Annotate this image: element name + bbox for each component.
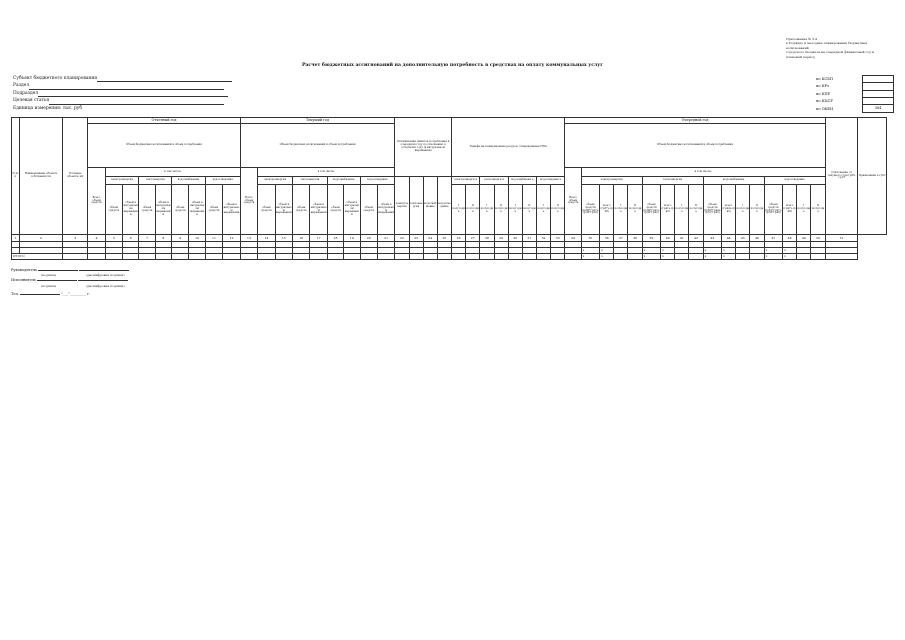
col-number-38: 38 <box>628 235 642 242</box>
report-money-water: объем средств <box>172 185 189 235</box>
current-heat-header: теплоэнергия <box>293 177 328 185</box>
table-cell[interactable] <box>466 254 480 260</box>
col-number-4: 4 <box>88 235 105 242</box>
current-volume-header: Объем бюджетных ассигнований и объем потребления <box>240 124 395 168</box>
report-heat-header: теплоэнергия <box>139 177 172 185</box>
x-mark: х <box>581 248 600 254</box>
next-half2-heat: II полугодие <box>689 185 703 235</box>
table-cell[interactable] <box>139 254 155 260</box>
col-name-header: Наименование объекта собственности <box>19 118 63 235</box>
report-natural-elec: объем в натуральном выражении <box>123 185 139 235</box>
next-water-header: водоснабжение <box>703 177 764 185</box>
tariff-half2: II полугодие <box>522 185 536 235</box>
col-number-12: 12 <box>223 235 241 242</box>
tariff-half2: II полугодие <box>466 185 480 235</box>
x-mark: х <box>764 254 783 260</box>
opt-elec-header: электроэнергия <box>395 177 409 235</box>
executor-label: Исполнитель <box>11 278 37 283</box>
table-cell[interactable] <box>536 254 550 260</box>
current-money-sewer: объем средств <box>360 185 377 235</box>
current-natural-sewer: объем в натуральном выражении <box>377 185 394 235</box>
x-mark: х <box>722 254 736 260</box>
subsection-field[interactable] <box>38 96 228 97</box>
next-total-header: Всего объем средств <box>565 168 581 235</box>
col-number-51: 51 <box>825 235 858 242</box>
col-number-33: 33 <box>551 235 565 242</box>
table-cell[interactable] <box>395 254 409 260</box>
report-natural-water: объем в натуральном выражении <box>189 185 205 235</box>
next-sewer-header: водоотведение <box>764 177 825 185</box>
next-half1-water: I полугодие <box>736 185 750 235</box>
x-mark: х <box>703 248 722 254</box>
col-number-29: 29 <box>494 235 508 242</box>
col-number-23: 23 <box>409 235 423 242</box>
opt-sewer-header: водоотведение <box>437 177 451 235</box>
next-half2-elec: II полугодие <box>628 185 642 235</box>
section-label: Раздел <box>13 83 30 89</box>
phone-label: Тел. <box>11 291 19 296</box>
col-number-18: 18 <box>327 235 343 242</box>
col-number-49: 49 <box>797 235 811 242</box>
col-number-7: 7 <box>139 235 155 242</box>
table-cell[interactable] <box>223 254 241 260</box>
col-number-24: 24 <box>423 235 437 242</box>
col-number-47: 47 <box>764 235 783 242</box>
col-number-43: 43 <box>703 235 722 242</box>
current-sewer-header: водоотведение <box>360 177 395 185</box>
x-mark: х <box>600 248 614 254</box>
head-sign-field[interactable] <box>38 270 78 271</box>
col-number-41: 41 <box>675 235 689 242</box>
code-label: по КРз <box>816 84 829 89</box>
col-number-21: 21 <box>377 235 394 242</box>
table-cell[interactable] <box>437 254 451 260</box>
current-money-water: объем средств <box>327 185 343 235</box>
x-mark: х <box>661 248 675 254</box>
phone-field[interactable] <box>20 294 60 295</box>
meta-block <box>13 75 232 112</box>
tariff-half1: I полугодие <box>480 185 494 235</box>
current-water-header: водоснабжение <box>327 177 360 185</box>
col-number-11: 11 <box>205 235 222 242</box>
report-natural-heat: объем в натуральном выражении <box>155 185 171 235</box>
next-total-elec: всего (гр37+гр38) <box>600 185 614 235</box>
next-total-sewer: всего (гр47+гр48) <box>783 185 797 235</box>
table-cell[interactable] <box>480 254 494 260</box>
col-number-5: 5 <box>105 235 122 242</box>
tariff-sewer-header: водоотведени е <box>536 177 564 185</box>
next-money-elec: объем средств (гр36*гр37+гр36*гр38) <box>581 185 600 235</box>
tariff-half2: II полугодие <box>494 185 508 235</box>
report-natural-sewer: объем в натуральном выражении <box>223 185 241 235</box>
report-volume-header: Объем бюджетных ассигнований и объем потребления <box>88 124 241 168</box>
code-label: по КПР <box>816 91 831 96</box>
next-money-water: объем средств (гр30*гр44+гр31*гр45) <box>703 185 722 235</box>
total-label: ИТОГО <box>12 254 63 260</box>
table-cell[interactable] <box>689 254 703 260</box>
table-cell[interactable] <box>344 254 360 260</box>
x-mark: х <box>642 254 661 260</box>
col-number-15: 15 <box>275 235 292 242</box>
current-money-elec: объем средств <box>258 185 275 235</box>
current-natural-heat: объем в натуральном выражении <box>310 185 327 235</box>
x-mark: х <box>600 254 614 260</box>
x-mark: х <box>661 254 675 260</box>
table-cell[interactable] <box>750 254 764 260</box>
col-number-30: 30 <box>508 235 522 242</box>
table-cell[interactable] <box>522 254 536 260</box>
annex-note <box>786 37 886 59</box>
report-money-elec: объем средств <box>105 185 122 235</box>
table-cell[interactable] <box>811 254 825 260</box>
report-incl-header: в том числе: <box>105 168 240 177</box>
tariff-half1: I полугодие <box>508 185 522 235</box>
col-number-9: 9 <box>172 235 189 242</box>
next-half1-elec: I полугодие <box>614 185 628 235</box>
codes-block <box>816 75 894 113</box>
x-mark: х <box>642 248 661 254</box>
col-number-27: 27 <box>466 235 480 242</box>
opt-water-header: водоснабжение <box>423 177 437 235</box>
current-year-header: Текущий год <box>240 118 395 124</box>
table-cell[interactable] <box>123 254 139 260</box>
table-cell[interactable] <box>409 254 423 260</box>
subsection-label: Подраздел <box>13 90 39 96</box>
exec-sign-caption: (подпись) <box>41 283 57 288</box>
col-num-header: № п/п <box>12 118 20 235</box>
current-total-header: Всего объем средств <box>240 168 257 235</box>
next-half1-heat: I полугодие <box>675 185 689 235</box>
table-cell[interactable] <box>551 254 565 260</box>
x-mark: х <box>581 254 600 260</box>
head-decode-caption: (расшифровка подписи) <box>86 273 125 278</box>
col-number-40: 40 <box>661 235 675 242</box>
report-elec-header: электроэнергия <box>105 177 139 185</box>
table-cell[interactable] <box>825 254 858 260</box>
opt-heat-header: теплоэнергия <box>409 177 423 235</box>
report-water-header: водоснабжение <box>172 177 206 185</box>
col-number-25: 25 <box>437 235 451 242</box>
note-header: Примечание к гр51 <box>858 118 887 235</box>
next-money-sewer: объем средств (гр32*гр47+гр33*гр48) <box>764 185 783 235</box>
tariff-half1: I полугодие <box>536 185 550 235</box>
table-cell[interactable] <box>310 254 327 260</box>
col-number-32: 32 <box>536 235 550 242</box>
col-number-46: 46 <box>750 235 764 242</box>
col-number-17: 17 <box>310 235 327 242</box>
table-cell[interactable] <box>189 254 205 260</box>
exec-decode-field[interactable] <box>78 280 128 281</box>
next-volume-header: Объем бюджетных ассигнований и объем потребления <box>565 124 825 168</box>
col-number-20: 20 <box>360 235 377 242</box>
col-number-48: 48 <box>783 235 797 242</box>
tariff-half2: II полугодие <box>551 185 565 235</box>
col-number-26: 26 <box>452 235 466 242</box>
next-total-heat: всего (гр41+гр42) <box>661 185 675 235</box>
next-heat-header: теплоэнергия <box>642 177 703 185</box>
x-mark: х <box>783 248 797 254</box>
col-number-2: 2 <box>19 235 63 242</box>
table-cell[interactable] <box>797 254 811 260</box>
x-mark: х <box>783 254 797 260</box>
total-row <box>12 254 887 260</box>
next-money-heat: объем средств (гр39*гр41+гр39*гр42) <box>642 185 661 235</box>
col-number-1: 1 <box>12 235 20 242</box>
col-number-6: 6 <box>123 235 139 242</box>
table-cell[interactable] <box>675 254 689 260</box>
x-mark: х <box>722 248 736 254</box>
col-number-36: 36 <box>600 235 614 242</box>
tariff-half1: I полугодие <box>452 185 466 235</box>
tariff-elec-header: электроэнерги я <box>452 177 480 185</box>
col-number-3: 3 <box>63 235 88 242</box>
current-elec-header: электроэнергия <box>258 177 293 185</box>
col-number-50: 50 <box>811 235 825 242</box>
col-number-34: 34 <box>565 235 581 242</box>
table-cell[interactable] <box>293 254 310 260</box>
code-value[interactable]: 384 <box>862 104 894 113</box>
table-cell[interactable] <box>172 254 189 260</box>
table-cell[interactable] <box>155 254 171 260</box>
table-cell[interactable] <box>628 254 642 260</box>
next-incl-header: в том числе: <box>581 168 825 177</box>
target-label: Целевая статья <box>13 98 50 104</box>
col-number-28: 28 <box>480 235 494 242</box>
col-number-14: 14 <box>258 235 275 242</box>
report-total-header: Всего объем средств <box>88 168 105 235</box>
col-number-19: 19 <box>344 235 360 242</box>
date-field[interactable]: "___"_________ г. <box>61 291 91 296</box>
head-sign-caption: (подпись) <box>41 273 57 278</box>
report-year-header: Отчетный год <box>88 118 241 124</box>
table-cell[interactable] <box>360 254 377 260</box>
exec-decode-caption: (расшифровка подписи) <box>86 283 125 288</box>
col-number-22: 22 <box>395 235 409 242</box>
tariff-heat-header: теплоэнерги я <box>480 177 508 185</box>
optimization-header: Оптимизация лимитов потребления в очередном году по отношению к отчетному году (в натуральном выражении) <box>395 118 452 177</box>
code-label: по КСБП <box>816 76 834 81</box>
section-field[interactable] <box>29 89 224 90</box>
table-cell[interactable] <box>327 254 343 260</box>
table-cell[interactable] <box>614 254 628 260</box>
next-elec-header: электроэнергия <box>581 177 642 185</box>
annex-line: к Порядку и методике планирования бюджетных ассигнований <box>786 41 868 50</box>
table-cell[interactable] <box>275 254 292 260</box>
next-year-header: Очередной год <box>565 118 825 124</box>
table-cell[interactable] <box>105 254 122 260</box>
col-number-16: 16 <box>293 235 310 242</box>
signature-block <box>11 268 129 297</box>
col-number-10: 10 <box>189 235 205 242</box>
current-natural-water: объем в натуральном выражении <box>344 185 360 235</box>
table-cell[interactable] <box>258 254 275 260</box>
col-number-35: 35 <box>581 235 600 242</box>
x-mark: х <box>764 248 783 254</box>
report-money-heat: объем средств <box>139 185 155 235</box>
annex-line: плановый период <box>786 54 815 59</box>
document-title: Расчет бюджетных ассигнований на дополнительную потребность в средствах на оплату коммунальных услуг <box>301 63 604 68</box>
col-number-44: 44 <box>722 235 736 242</box>
next-half2-sewer: II полугодие <box>811 185 825 235</box>
exec-sign-field[interactable] <box>37 280 77 281</box>
tariffs-header: Тарифы на коммунальные ресурсы, утвержденные НПА <box>452 118 565 177</box>
code-label: по ОКЕИ <box>816 106 834 111</box>
column-number-row <box>12 235 887 242</box>
table-cell[interactable] <box>736 254 750 260</box>
table-cell[interactable] <box>508 254 522 260</box>
subject-field[interactable] <box>97 81 232 82</box>
current-money-heat: объем средств <box>293 185 310 235</box>
col-number-39: 39 <box>642 235 661 242</box>
col-number-45: 45 <box>736 235 750 242</box>
table-cell[interactable] <box>565 254 581 260</box>
current-incl-header: в том числе: <box>258 168 395 177</box>
report-money-sewer: объем средств <box>205 185 222 235</box>
table-cell[interactable] <box>423 254 437 260</box>
table-cell[interactable] <box>494 254 508 260</box>
col-number-31: 31 <box>522 235 536 242</box>
table-cell[interactable] <box>452 254 466 260</box>
current-natural-elec: объем в натуральном выражении <box>275 185 292 235</box>
col-number-8: 8 <box>155 235 171 242</box>
next-half2-water: II полугодие <box>750 185 764 235</box>
col-number-42: 42 <box>689 235 703 242</box>
table-cell[interactable] <box>240 254 257 260</box>
code-label: по КЦСР <box>816 99 833 104</box>
subject-label: Субъект бюджетного планирования <box>13 76 98 81</box>
next-half1-sewer: I полугодие <box>797 185 811 235</box>
table-cell[interactable] <box>205 254 222 260</box>
col-number-13: 13 <box>240 235 257 242</box>
code-row <box>816 105 894 113</box>
calculation-table <box>11 117 887 260</box>
table-cell[interactable] <box>377 254 394 260</box>
col-number-37: 37 <box>614 235 628 242</box>
next-total-water: всего (гр44+гр45) <box>722 185 736 235</box>
deviation-header: Отклонение от текущего года гр35-гр13 <box>825 118 858 235</box>
report-sewer-header: водоотведение <box>205 177 240 185</box>
col-area-header: Площадь объекта, м2 <box>63 118 88 235</box>
head-label: Руководитель <box>11 268 38 272</box>
unit-label: Единица измерения: тыс. руб <box>13 105 82 111</box>
x-mark: х <box>703 254 722 260</box>
table-cell[interactable] <box>63 254 88 260</box>
annex-line: городского бюджета на очередной финансовый год и <box>786 50 874 55</box>
annex-line: Приложение № 3.4 <box>786 37 818 41</box>
head-decode-field[interactable] <box>79 270 129 271</box>
table-cell[interactable] <box>88 254 105 260</box>
tariff-water-header: водоснабжени е <box>508 177 536 185</box>
